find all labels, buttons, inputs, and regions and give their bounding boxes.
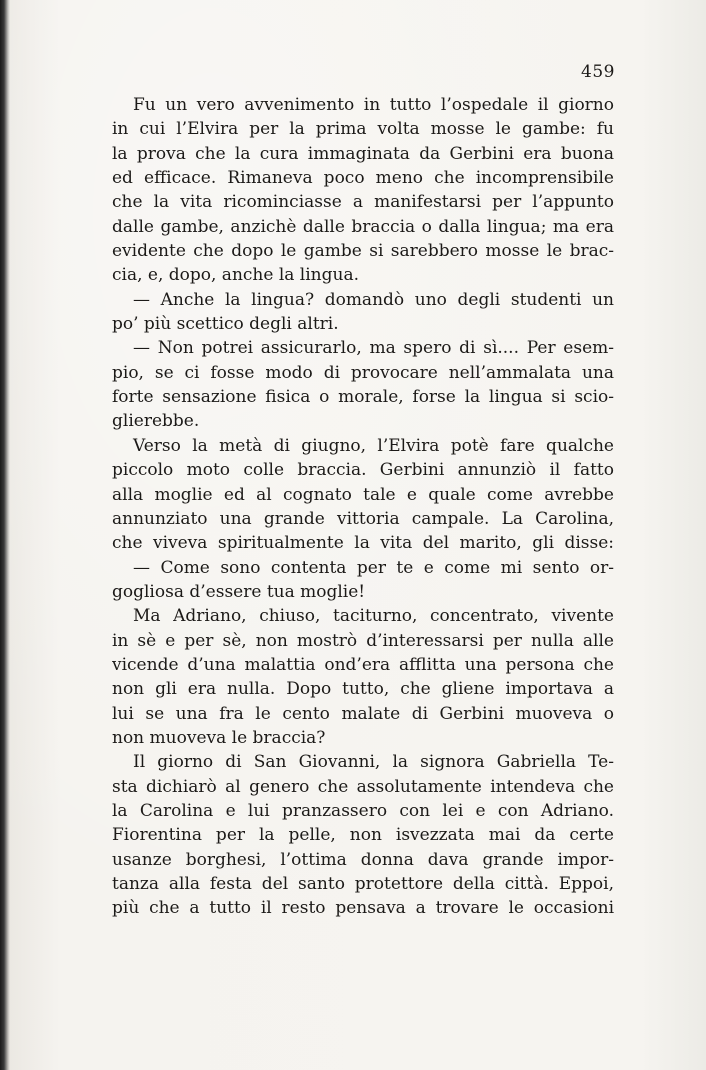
text-line: po’ più scettico degli altri.	[112, 314, 339, 335]
text-line: non gli era nulla. Dopo tutto, che gliene importava a	[112, 679, 614, 700]
page-spine-shadow	[0, 0, 10, 1070]
text-line: tanza alla festa del santo protettore della città. Eppoi,	[112, 874, 614, 894]
text-line: in cui l’Elvira per la prima volta mosse le gambe: fu	[112, 119, 614, 140]
text-line: che viveva spiritualmente la vita del marito, gli disse:	[112, 533, 614, 554]
text-line: usanze borghesi, l’ottima donna dava grande impor-	[112, 849, 614, 870]
text-line: alla moglie ed al cognato tale e quale come avrebbe	[112, 484, 614, 505]
text-line: la Carolina e lui pranzassero con lei e con Adriano.	[112, 800, 614, 821]
text-line: che la vita ricominciasse a manifestarsi per l’appunto	[112, 192, 614, 213]
text-line: Il giorno di San Giovanni, la signora Gabriella Te-	[133, 752, 614, 773]
text-line: vicende d’una malattia ond’era afflitta una persona che	[112, 654, 614, 675]
text-line: — Come sono contenta per te e come mi sento or-	[133, 557, 614, 578]
text-line: sta dichiarò al genero che assolutamente intendeva che	[112, 776, 614, 797]
text-line: Fiorentina per la pelle, non isvezzata mai da certe	[112, 825, 614, 846]
text-line: la prova che la cura immaginata da Gerbini era buona	[112, 143, 614, 164]
body-text	[112, 93, 614, 921]
text-line: Verso la metà di giugno, l’Elvira potè fare qualche	[133, 435, 614, 456]
page-number: 459	[581, 62, 615, 82]
text-line: — Non potrei assicurarlo, ma spero di sì.... Per esem-	[133, 338, 614, 359]
text-line: forte sensazione fisica o morale, forse la lingua si scio-	[112, 387, 614, 408]
text-line: ed efficace. Rimaneva poco meno che incomprensibile	[112, 168, 614, 189]
text-line: in sè e per sè, non mostrò d’interessarsi per nulla alle	[112, 630, 614, 651]
text-line: dalle gambe, anzichè dalle braccia o dalla lingua; ma era	[112, 216, 614, 237]
text-line: più che a tutto il resto pensava a trovare le occasioni	[112, 898, 614, 919]
text-line: Fu un vero avvenimento in tutto l’ospedale il giorno	[133, 95, 614, 115]
text-line: evidente che dopo le gambe si sarebbero mosse le brac-	[112, 241, 614, 262]
text-line: glierebbe.	[112, 411, 200, 432]
text-line: non muoveva le braccia?	[112, 727, 326, 748]
text-line: lui se una fra le cento malate di Gerbini muoveva o	[112, 703, 614, 724]
text-line: piccolo moto colle braccia. Gerbini annunziò il fatto	[112, 460, 614, 481]
text-line: — Anche la lingua? domandò uno degli studenti un	[133, 289, 614, 310]
text-line: annunziato una grande vittoria campale. La Carolina,	[112, 508, 614, 529]
text-line: cia, e, dopo, anche la lingua.	[112, 265, 359, 286]
text-line: pio, se ci fosse modo di provocare nell’ammalata una	[112, 362, 614, 383]
text-line: Ma Adriano, chiuso, taciturno, concentrato, vivente	[133, 606, 614, 627]
text-line: gogliosa d’essere tua moglie!	[112, 581, 366, 602]
